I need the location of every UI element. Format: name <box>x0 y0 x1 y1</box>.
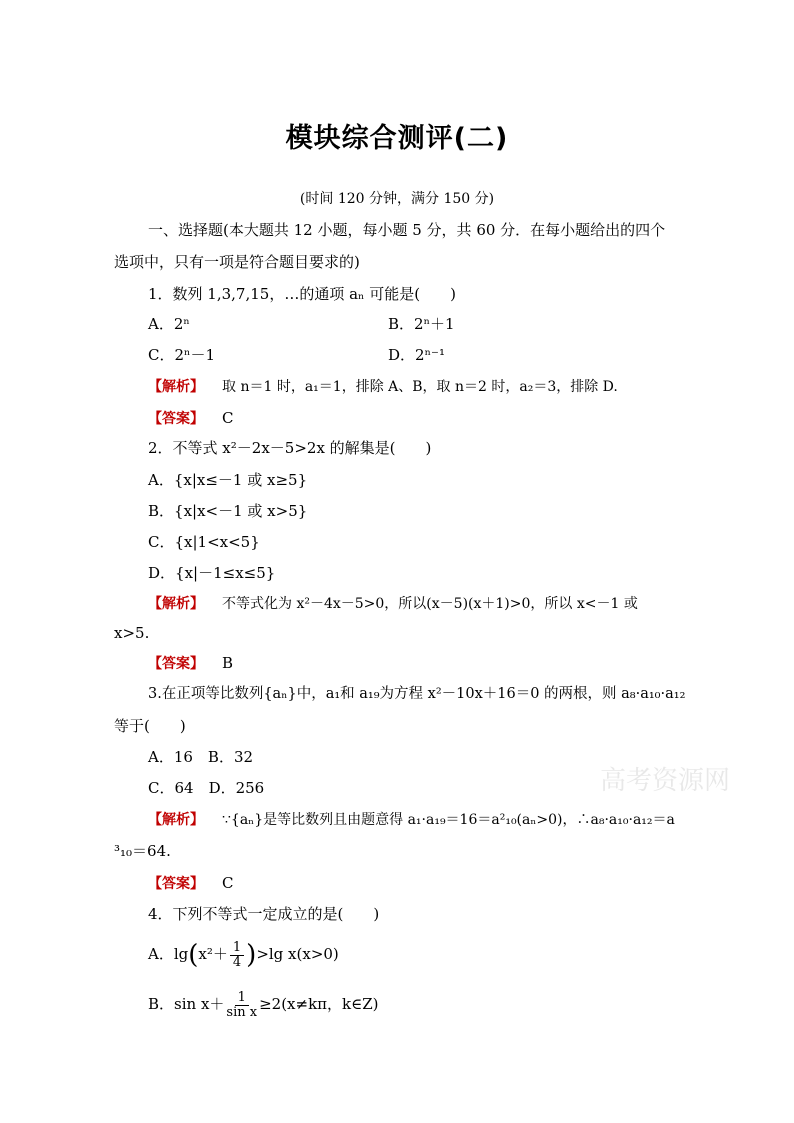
q1-answer <box>148 408 233 429</box>
q2-analysis-text: 不等式化为 x²－4x－5>0，所以(x－5)(x＋1)>0，所以 x<－1 或 <box>222 596 638 612</box>
q4-b-suffix: ≥2(x≠kπ，k∈Z) <box>259 995 379 1013</box>
q4-b-prefix: B．sin x＋ <box>148 995 225 1013</box>
section-heading-line2: 选项中，只有一项是符合题目要求的) <box>114 253 360 271</box>
q1-stem: 1．数列 1,3,7,15，…的通项 aₙ 可能是( ) <box>148 285 457 303</box>
q4-a-suffix: >lg x(x>0) <box>256 945 339 963</box>
answer-label: 【答案】 <box>148 876 204 892</box>
fraction-numerator: 1 <box>230 941 244 956</box>
q4-stem: 4．下列不等式一定成立的是( ) <box>148 905 380 923</box>
fraction-one-over-sinx <box>226 991 257 1020</box>
q1-option-b: B．2ⁿ＋1 <box>388 315 455 333</box>
exam-info: (时间 120 分钟，满分 150 分) <box>299 191 495 207</box>
q2-option-c: C．{x|1<x<5} <box>148 533 260 551</box>
watermark: 高考资源网 <box>600 766 731 796</box>
q3-analysis-cont: ³₁₀＝64. <box>114 842 171 860</box>
q3-answer <box>148 873 233 894</box>
q3-stem-line2: 等于( ) <box>114 717 186 735</box>
fraction-denominator: sin x <box>226 1004 258 1020</box>
fraction-one-quarter <box>230 941 244 970</box>
q4-option-a <box>148 938 339 971</box>
answer-label: 【答案】 <box>148 411 204 427</box>
answer-label: 【答案】 <box>148 656 204 672</box>
fraction-numerator: 1 <box>235 991 249 1006</box>
analysis-label: 【解析】 <box>148 596 204 612</box>
q1-answer-value: C <box>222 409 234 427</box>
right-paren: ) <box>246 940 257 970</box>
q2-stem: 2．不等式 x²－2x－5>2x 的解集是( ) <box>148 439 432 457</box>
q4-a-term: x²＋ <box>198 945 228 963</box>
q2-answer <box>148 653 233 674</box>
q1-analysis-text: 取 n＝1 时，a₁＝1，排除 A、B，取 n＝2 时，a₂＝3，排除 D. <box>222 379 618 395</box>
q3-stem-line1: 3.在正项等比数列{aₙ}中，a₁和 a₁₉为方程 x²－10x＋16＝0 的两根，则 a₈·a₁₀·a₁₂ <box>148 686 686 702</box>
q3-options-ab: A．16 B．32 <box>148 748 254 766</box>
q1-analysis <box>148 377 618 397</box>
analysis-label: 【解析】 <box>148 812 204 828</box>
q3-analysis <box>148 810 675 830</box>
q4-option-b <box>148 988 379 1020</box>
q1-option-d: D．2ⁿ⁻¹ <box>388 346 445 364</box>
q1-option-a: A．2ⁿ <box>148 315 190 333</box>
q2-analysis-cont: x>5. <box>114 624 150 642</box>
page-title: 模块综合测评(二) <box>285 123 509 154</box>
q2-option-a: A．{x|x≤－1 或 x≥5} <box>148 471 308 489</box>
left-paren: ( <box>188 940 199 970</box>
q2-answer-value: B <box>222 654 234 672</box>
q2-analysis <box>148 594 638 614</box>
q3-options-cd: C．64 D．256 <box>148 779 265 797</box>
analysis-label: 【解析】 <box>148 379 204 395</box>
q1-option-c: C．2ⁿ－1 <box>148 346 216 364</box>
q2-option-b: B．{x|x<－1 或 x>5} <box>148 502 308 520</box>
fraction-denominator: 4 <box>232 954 242 970</box>
q3-answer-value: C <box>222 874 234 892</box>
q4-a-prefix: A．lg <box>148 945 189 963</box>
q3-analysis-text: ∵{aₙ}是等比数列且由题意得 a₁·a₁₉＝16＝a²₁₀(aₙ>0)，∴a₈·a₁₀·a₁₂＝a <box>222 812 675 828</box>
section-heading-line1: 一、选择题(本大题共 12 小题，每小题 5 分，共 60 分．在每小题给出的四个 <box>148 221 666 239</box>
q2-option-d: D．{x|－1≤x≤5} <box>148 564 276 582</box>
